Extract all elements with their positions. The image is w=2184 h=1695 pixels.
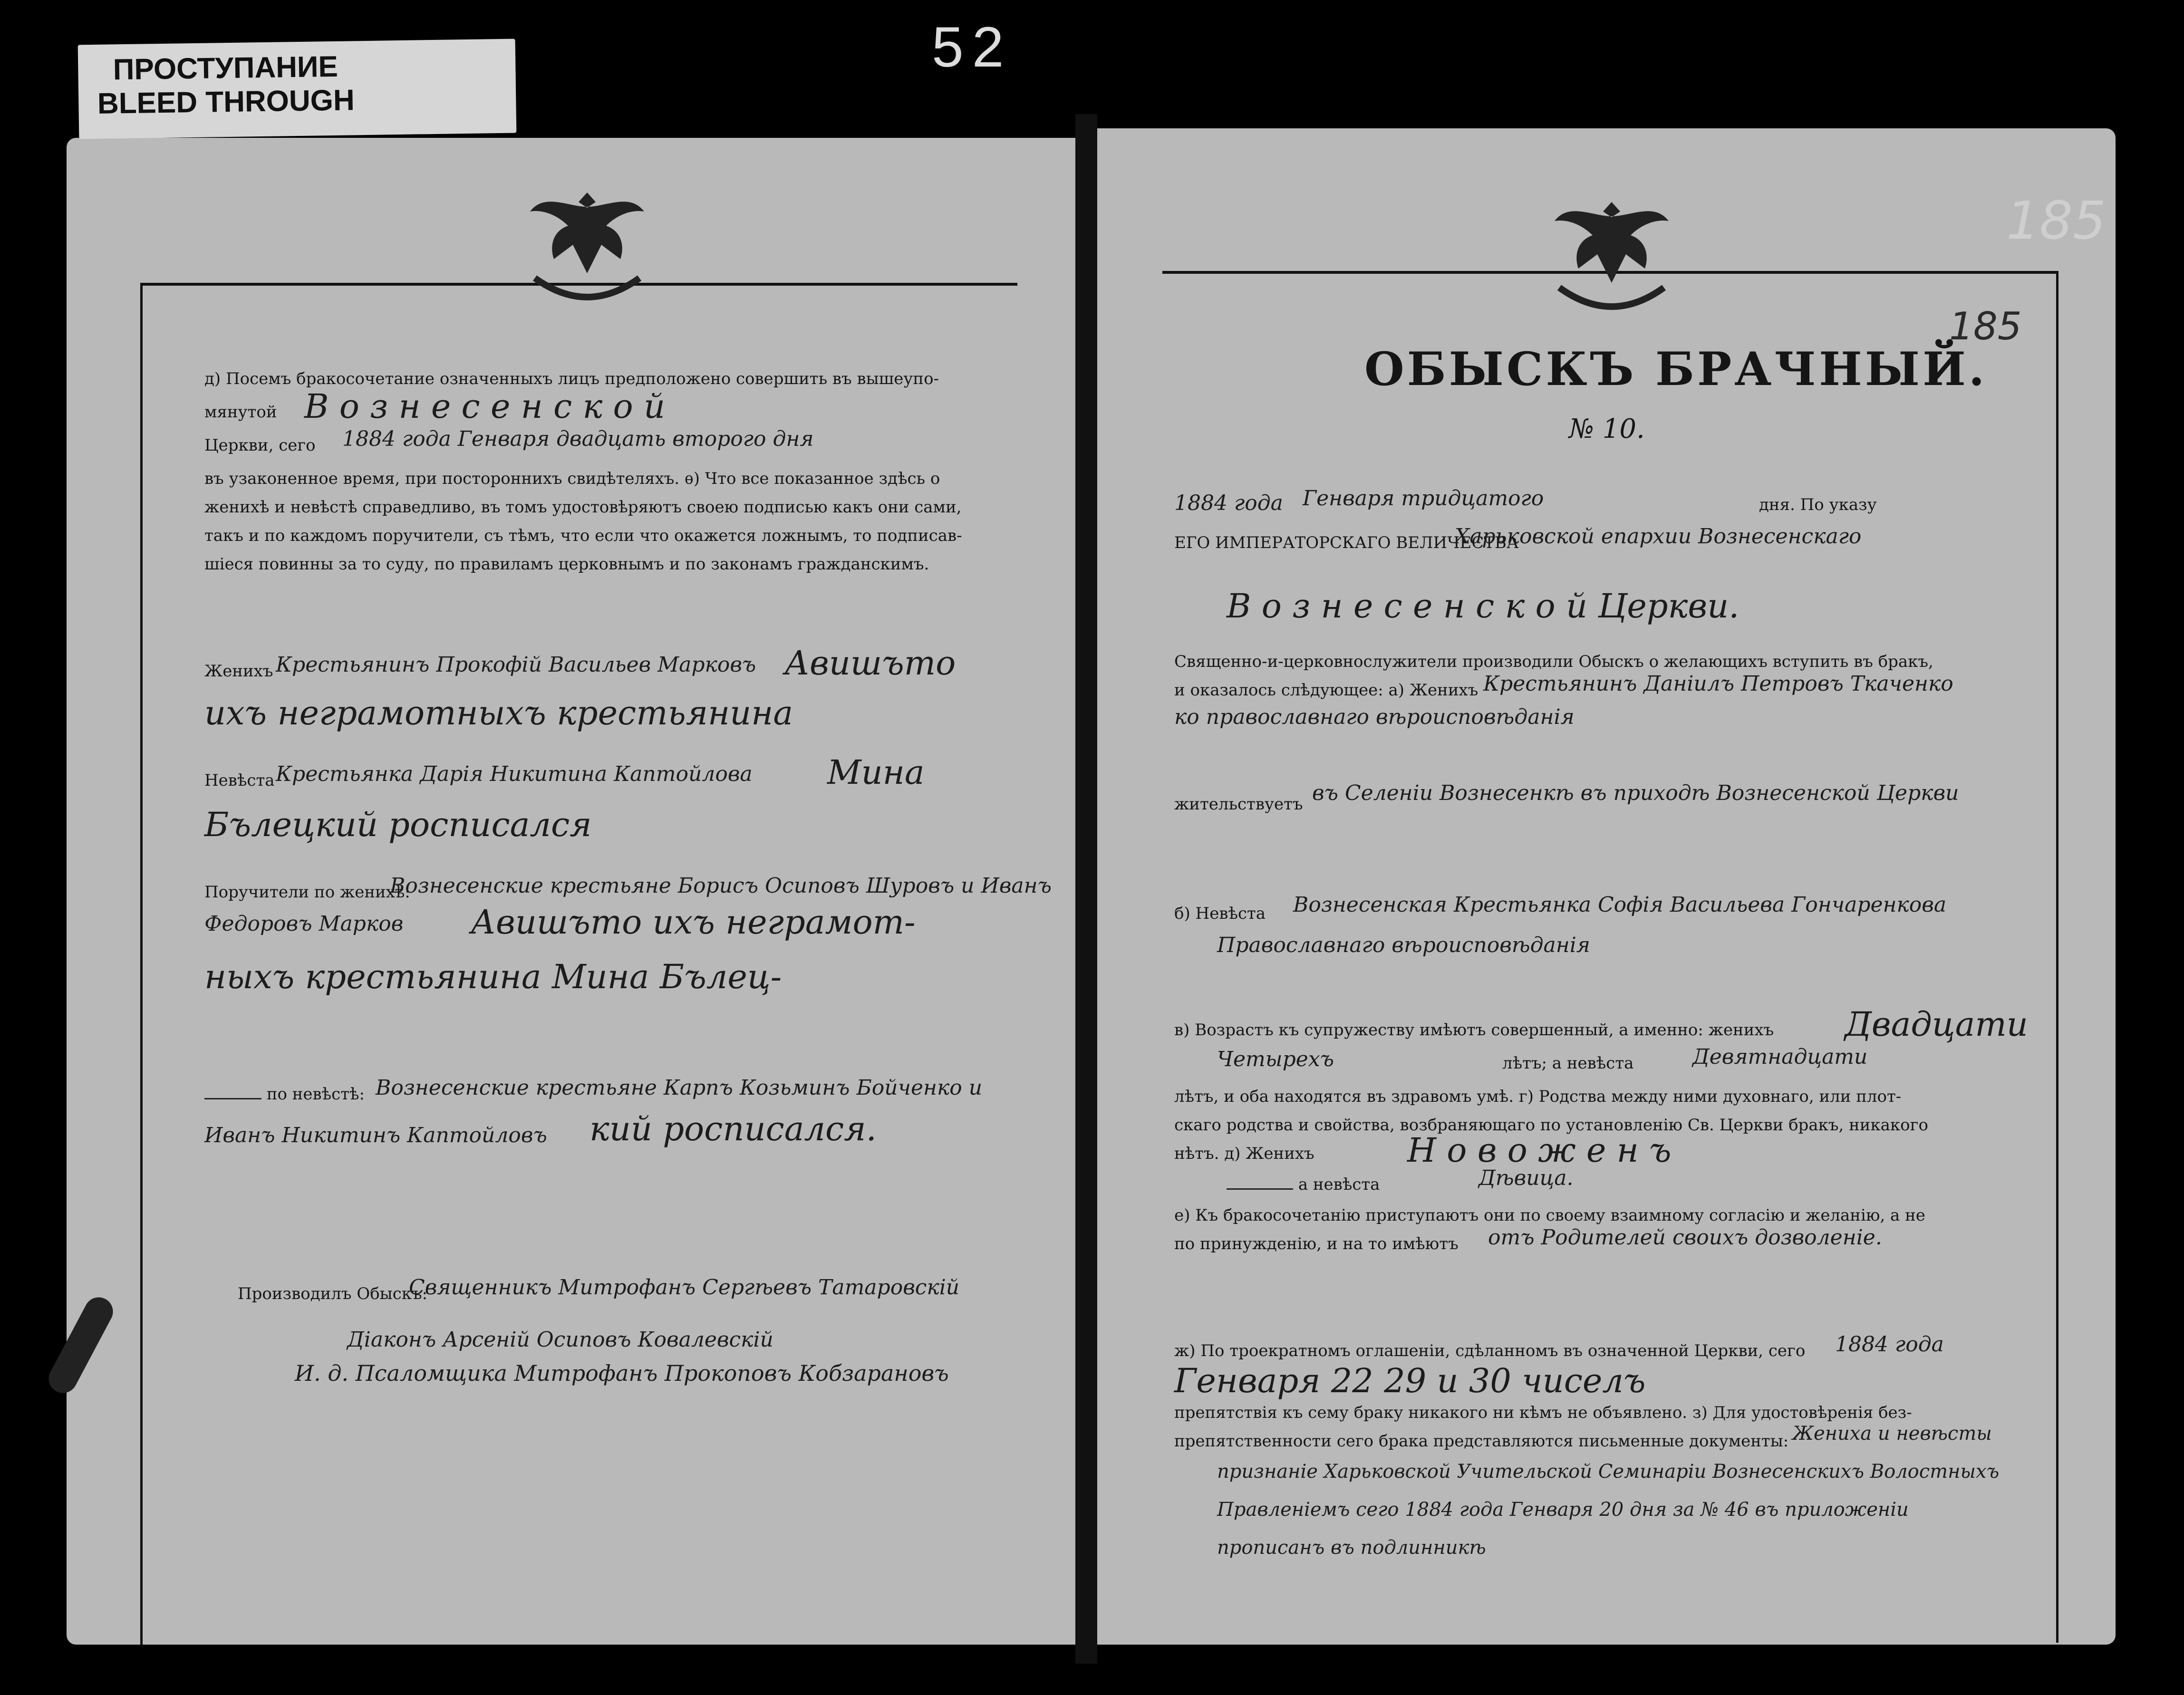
handwritten-entry: Двадцати xyxy=(1845,1005,2028,1044)
handwritten-entry: Харьковской епархии Вознесенскаго xyxy=(1455,524,1862,549)
text-line: ж) По троекратномъ оглашеніи, сдѣланномъ въ означенной Церкви, сего xyxy=(1174,1341,1806,1360)
handwritten-entry: 1884 года Генваря двадцать второго дня xyxy=(342,427,814,451)
record-number: № 10. xyxy=(1569,414,1645,444)
handwritten-entry: 1884 года xyxy=(1835,1332,1944,1357)
handwritten-entry: Авишъто xyxy=(784,644,956,683)
bride-sureties-label-text: по невѣстѣ: xyxy=(266,1085,365,1104)
handwritten-entry: Крестьянинъ Прокофій Васильев Марковъ xyxy=(276,653,756,677)
handwritten-entry: Генваря 22 29 и 30 чиселъ xyxy=(1174,1361,1646,1400)
text-line: въ узаконенное время, при постороннихъ свидѣтеляхъ. ѳ) Что все показанное здѣсь о xyxy=(204,469,940,488)
handwritten-entry: Дѣвица. xyxy=(1479,1166,1574,1190)
handwritten-entry: Н о в о ж е н ъ xyxy=(1407,1131,1672,1170)
sureties-label: Поручители по женихѣ: xyxy=(204,883,410,902)
text-line: д) Посемъ бракосочетание означенныхъ лицъ предположено совершить въ вышеупо- xyxy=(204,369,939,388)
text-line: б) Невѣста xyxy=(1174,904,1266,923)
text-line xyxy=(1227,1174,1380,1195)
handwritten-entry: Генваря тридцатого xyxy=(1303,486,1544,510)
handwritten-entry: кий росписался. xyxy=(589,1109,877,1148)
bleed-label-en: BLEED THROUGH xyxy=(97,84,355,120)
text-line: лѣтъ; а невѣста xyxy=(1502,1054,1634,1073)
text-line: скаго родства и свойства, возбраняющаго по установленію Св. Церкви бракъ, никакого xyxy=(1174,1116,1928,1135)
text-line: препятственности сего брака представляются письменные документы: xyxy=(1174,1432,1789,1451)
handwritten-entry: Православнаго вѣроисповѣданія xyxy=(1217,933,1590,957)
text-line: препятствія къ сему браку никакого ни кѣмъ не объявлено. з) Для удостовѣренія без- xyxy=(1174,1403,1912,1422)
handwritten-entry: В о з н е с е н с к о й Церкви. xyxy=(1227,587,1739,626)
handwritten-entry: Крестьянинъ Даніилъ Петровъ Ткаченко xyxy=(1483,672,1953,696)
handwritten-entry: ихъ неграмотныхъ крестьянина xyxy=(204,693,793,732)
text-line: лѣтъ, и оба находятся въ здравомъ умѣ. г) Родства между ними духовнаго, или плот- xyxy=(1174,1087,1902,1106)
handwritten-entry: 1884 года xyxy=(1174,491,1283,515)
handwritten-entry: ныхъ крестьянина Мина Бълец- xyxy=(204,957,782,996)
handwritten-entry: Мина xyxy=(827,753,925,792)
handwritten-entry: Вознесенские крестьяне Борисъ Осиповъ Шуровъ и Иванъ xyxy=(390,874,1052,898)
text-line: е) Къ бракосочетанію приступаютъ они по своему взаимному согласію и желанію, а не xyxy=(1174,1206,1925,1225)
text-line: нѣтъ. д) Женихъ xyxy=(1174,1144,1314,1163)
bride-sureties-label xyxy=(204,1084,365,1105)
text-line: и оказалось слѣдующее: а) Женихъ xyxy=(1174,681,1479,700)
text-line: мянутой xyxy=(204,403,277,422)
page-number-stamp: 185 xyxy=(1949,304,2022,348)
handwritten-entry: Правленіемъ сего 1884 года Генваря 20 дня за № 46 въ приложеніи xyxy=(1217,1499,1909,1521)
document-title: ОБЫСКЪ БРАЧНЫЙ. xyxy=(1364,342,1988,396)
text-line: ЕГО ИМПЕРАТОРСКАГО ВЕЛИЧЕСТВА xyxy=(1174,533,1519,552)
text-line: Священно-и-церковнослужители производили Обыскъ о желающихъ вступить въ бракъ, xyxy=(1174,652,1933,671)
handwritten-entry: Федоровъ Марков xyxy=(204,912,404,936)
text-line: шіеся повинны за то суду, по правиламъ церковнымъ и по законамъ гражданскимъ. xyxy=(204,555,929,574)
handwritten-entry: Авишъто ихъ неграмот- xyxy=(471,903,916,942)
handwritten-entry: Вознесенские крестьяне Карпъ Козьминъ Бойченко и xyxy=(376,1076,983,1100)
groom-label: Женихъ xyxy=(204,662,273,681)
bleed-label-ru: ПРОСТУПАНИЕ xyxy=(113,50,338,87)
text-line-part: а невѣста xyxy=(1298,1175,1380,1194)
handwritten-entry: въ Селеніи Вознесенкѣ въ приходѣ Вознесенской Церкви xyxy=(1312,781,1959,805)
handwritten-entry: ко православнаго вѣроисповѣданія xyxy=(1174,705,1575,729)
text-line: такъ и по каждомъ поручители, съ тѣмъ, что если что окажется ложнымъ, то подписав- xyxy=(204,526,962,545)
performed-label: Производилъ Обыскъ: xyxy=(238,1284,428,1303)
handwritten-entry: Вознесенская Крестьянка Софія Васильева Гончаренкова xyxy=(1293,893,1947,917)
book-gutter xyxy=(1075,114,1097,1664)
text-line: женихѣ и невѣстѣ справедливо, въ томъ удостовѣряютъ своею подписью какъ они сами, xyxy=(204,498,962,517)
handwritten-entry: Крестьянка Дарія Никитина Каптойлова xyxy=(276,762,753,786)
text-line: дня. По указу xyxy=(1759,495,1877,514)
text-line: жительствуетъ xyxy=(1174,795,1303,814)
signature: И. д. Псаломщика Митрофанъ Прокоповъ Кобзарановъ xyxy=(295,1360,949,1386)
handwritten-entry: Жениха и невѣсты xyxy=(1792,1423,1992,1445)
handwritten-entry: Бълецкий росписался xyxy=(204,805,592,844)
signature: Діаконъ Арсеній Осиповъ Ковалевскій xyxy=(347,1328,773,1352)
text-line: в) Возрастъ къ супружеству имѣютъ совершенный, а именно: женихъ xyxy=(1174,1021,1774,1040)
signature: Священникъ Митрофанъ Сергѣевъ Татаровскій xyxy=(409,1275,960,1300)
handwritten-entry: прописанъ въ подлинникѣ xyxy=(1217,1537,1486,1559)
handwritten-entry: Девятнадцати xyxy=(1692,1045,1868,1069)
eagle-crest-icon xyxy=(1540,193,1683,316)
bleed-through-label xyxy=(78,39,517,139)
handwritten-entry: отъ Родителей своихъ дозволеніе. xyxy=(1488,1225,1882,1250)
page-number: 185 xyxy=(2006,190,2106,251)
text-line: по принужденію, и на то имѣютъ xyxy=(1174,1234,1459,1253)
bride-label: Невѣста xyxy=(204,771,275,790)
handwritten-entry: признаніе Харьковской Учительской Семинаріи Вознесенскихъ Волостныхъ xyxy=(1217,1461,2000,1483)
text-line: Церкви, сего xyxy=(204,436,316,455)
handwritten-entry: Иванъ Никитинъ Каптойловъ xyxy=(204,1123,547,1147)
handwritten-entry: В о з н е с е н с к о й xyxy=(304,387,666,426)
eagle-crest-icon xyxy=(516,183,658,307)
handwritten-entry: Четырехъ xyxy=(1217,1047,1334,1071)
folio-number: 52 xyxy=(932,15,1013,79)
